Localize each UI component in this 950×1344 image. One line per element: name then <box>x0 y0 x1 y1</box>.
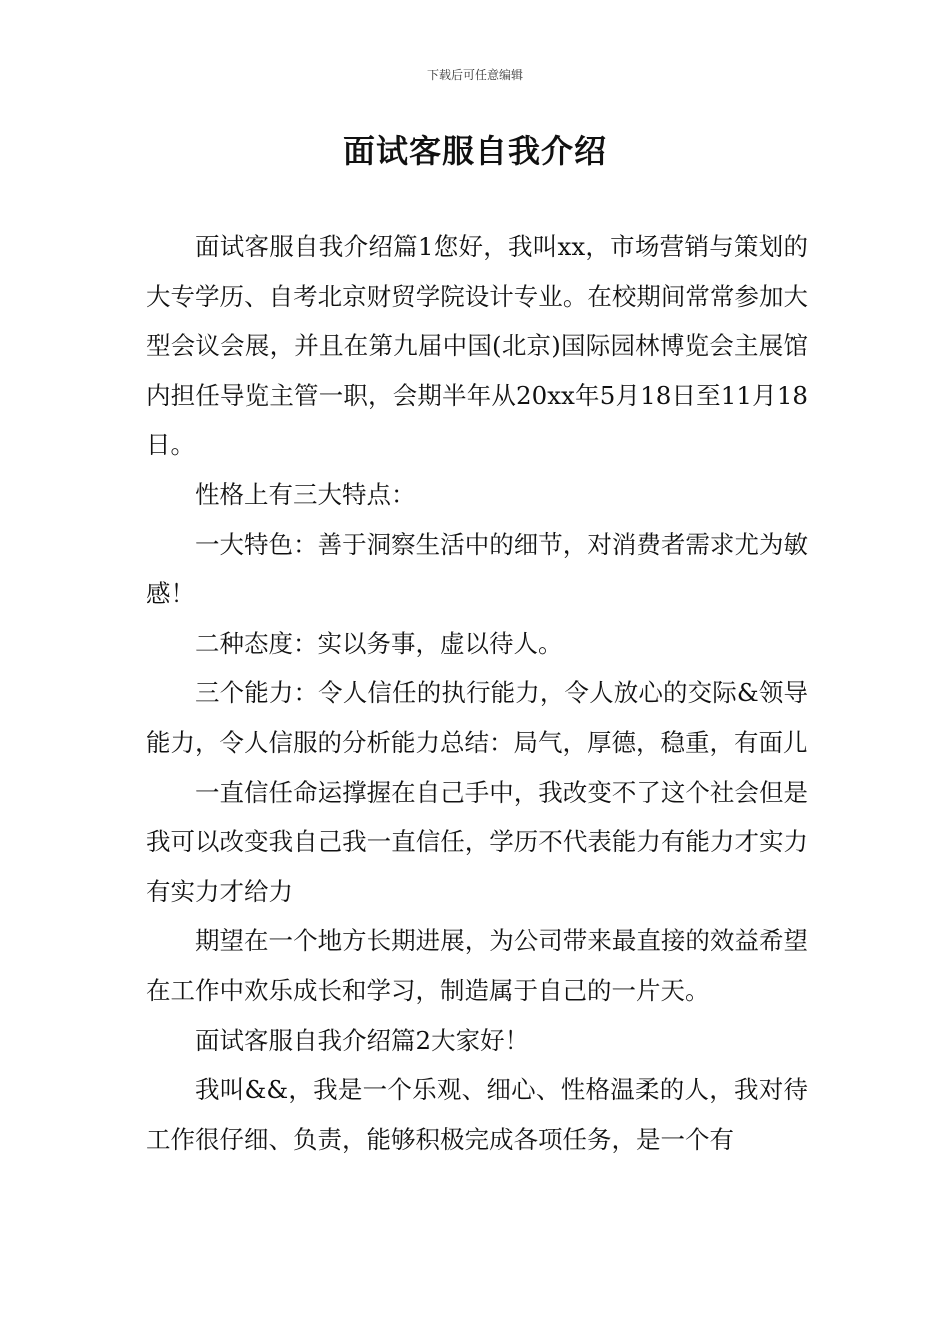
paragraph-trait-one: 一大特色：善于洞察生活中的细节，对消费者需求尤为敏感！ <box>146 529 808 609</box>
paragraph-part-two-heading: 面试客服自我介绍篇2大家好！ <box>195 1025 530 1055</box>
page-header-note: 下载后可任意编辑 <box>426 68 523 82</box>
paragraph-belief: 一直信任命运撑握在自己手中，我改变不了这个社会但是我可以改变我自己我一直信任，学历不代表能力有能力才实力有实力才给力 <box>146 777 808 906</box>
paragraph-hope: 期望在一个地方长期进展，为公司带来最直接的效益希望在工作中欢乐成长和学习，制造属于自己的一片天。 <box>146 926 808 1005</box>
paragraph-trait-three: 三个能力：令人信任的执行能力，令人放心的交际&领导能力，令人信服的分析能力总结：局气，厚德，稳重，有面儿 <box>146 678 808 757</box>
paragraph-traits-heading: 性格上有三大特点： <box>195 479 416 509</box>
document-body <box>146 222 808 1164</box>
paragraph-trait-two: 二种态度：实以务事，虚以待人。 <box>195 628 563 658</box>
paragraph-intro: 面试客服自我介绍篇1您好，我叫xx，市场营销与策划的大专学历、自考北京财贸学院设计专业。在校期间常常参加大型会议会展，并且在第九届中国(北京)国际园林博览会主展馆内担任导览主管一职，会期半年从20xx年5月18日至11月18日。 <box>146 232 808 460</box>
document-title: 面试客服自我介绍 <box>342 132 607 170</box>
paragraph-part-two-intro: 我叫&&，我是一个乐观、细心、性格温柔的人，我对待工作很仔细、负责，能够积极完成各项任务，是一个有 <box>146 1075 808 1154</box>
